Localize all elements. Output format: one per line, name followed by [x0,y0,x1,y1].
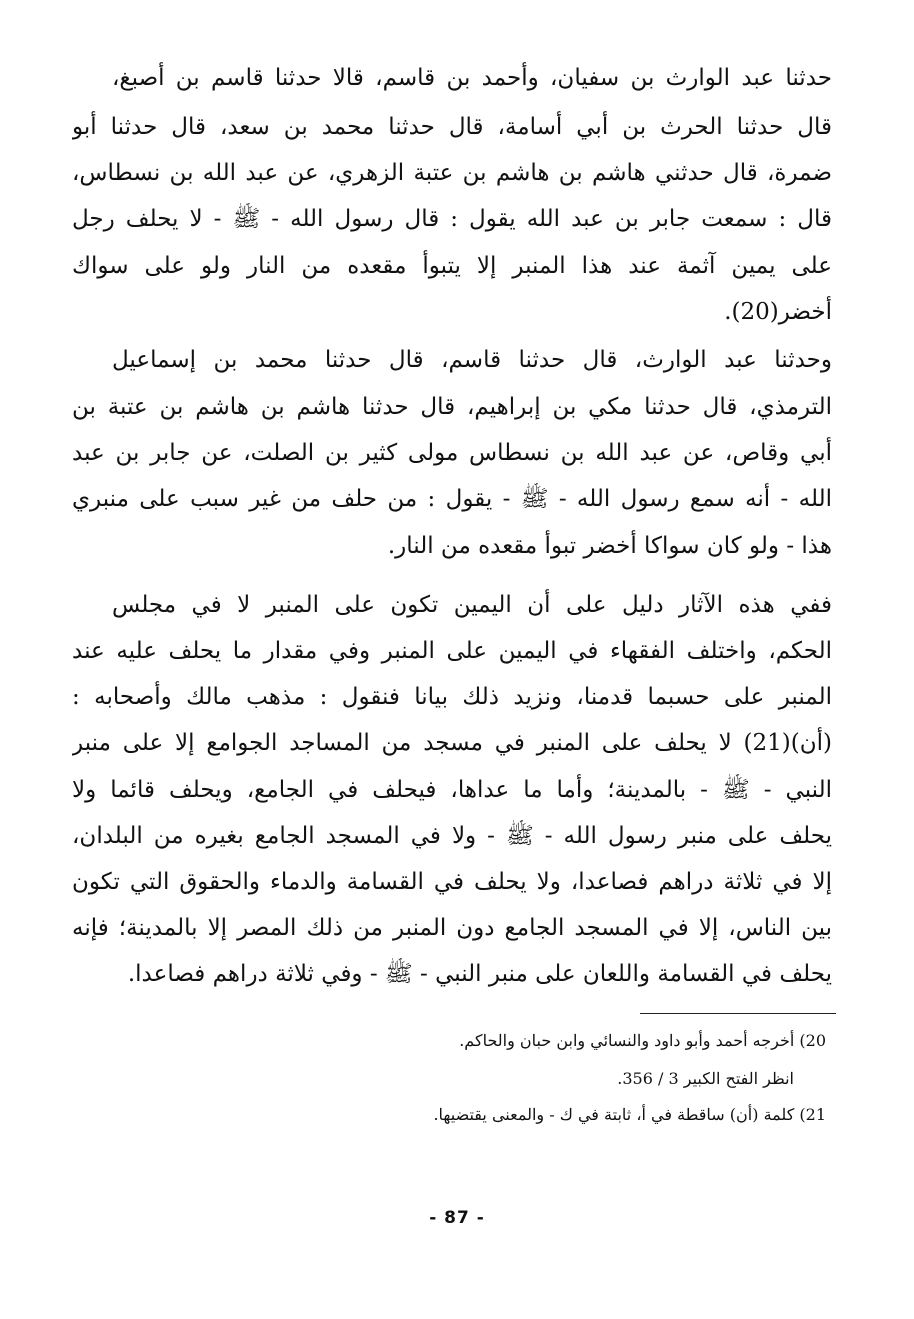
body-line: (أن)(21) لا يحلف على المنبر في مسجد من المساجد الجوامع إلا على منبر [72,730,832,756]
body-line: على يمين آثمة عند هذا المنبر إلا يتبوأ مقعده من النار ولو على سواك [72,253,832,279]
page-number: - 87 - [429,1208,485,1228]
footnote-20: 20) أخرجه أحمد وأبو داود والنسائي وابن حبان والحاكم. [459,1031,826,1050]
footnote-20-reference: انظر الفتح الكبير 3 / 356. [617,1069,794,1088]
body-line: بين الناس، إلا في المسجد الجامع دون المنبر من ذلك المصر إلا بالمدينة؛ فإنه [72,915,832,941]
body-line: قال حدثنا الحرث بن أبي أسامة، قال حدثنا محمد بن سعد، قال حدثنا أبو [72,114,832,140]
body-line: الترمذي، قال حدثنا مكي بن إبراهيم، قال حدثنا هاشم بن هاشم بن عتبة بن [72,394,832,420]
body-line: وحدثنا عبد الوارث، قال حدثنا قاسم، قال حدثنا محمد بن إسماعيل [112,347,832,373]
body-line: حدثنا عبد الوارث بن سفيان، وأحمد بن قاسم، قالا حدثنا قاسم بن أصبغ، [112,65,832,91]
body-line: يحلف على منبر رسول الله - ﷺ - ولا في المسجد الجامع بغيره من البلدان، [72,823,832,849]
body-line: المنبر على حسبما قدمنا، ونزيد ذلك بيانا فنقول : مذهب مالك وأصحابه : [72,684,832,710]
body-line: قال : سمعت جابر بن عبد الله يقول : قال رسول الله - ﷺ - لا يحلف رجل [72,206,832,232]
body-line: أخضر(20). [724,299,832,325]
body-line: ضمرة، قال حدثني هاشم بن هاشم بن عتبة الزهري، عن عبد الله بن نسطاس، [72,160,832,186]
body-line: الحكم، واختلف الفقهاء في اليمين على المنبر وفي مقدار ما يحلف عليه عند [72,638,832,664]
body-line: الله - أنه سمع رسول الله - ﷺ - يقول : من حلف من غير سبب على منبري [72,486,832,512]
body-line: أبي وقاص، عن عبد الله بن نسطاس مولى كثير بن الصلت، عن جابر بن عبد [72,440,832,466]
body-line: ففي هذه الآثار دليل على أن اليمين تكون على المنبر لا في مجلس [112,592,832,618]
footnote-21: 21) كلمة (أن) ساقطة في أ، ثابتة في ك - والمعنى يقتضيها. [433,1105,826,1124]
body-line: يحلف في القسامة واللعان على منبر النبي - ﷺ - وفي ثلاثة دراهم فصاعدا. [127,961,832,987]
body-line: هذا - ولو كان سواكا أخضر تبوأ مقعده من النار. [387,533,832,559]
body-line: النبي - ﷺ - بالمدينة؛ وأما ما عداها، فيحلف في الجامع، ويحلف قائما ولا [72,777,832,803]
body-line: إلا في ثلاثة دراهم فصاعدا، ولا يحلف في القسامة والدماء والحقوق التي تكون [72,869,832,895]
footnote-divider [640,1013,836,1014]
